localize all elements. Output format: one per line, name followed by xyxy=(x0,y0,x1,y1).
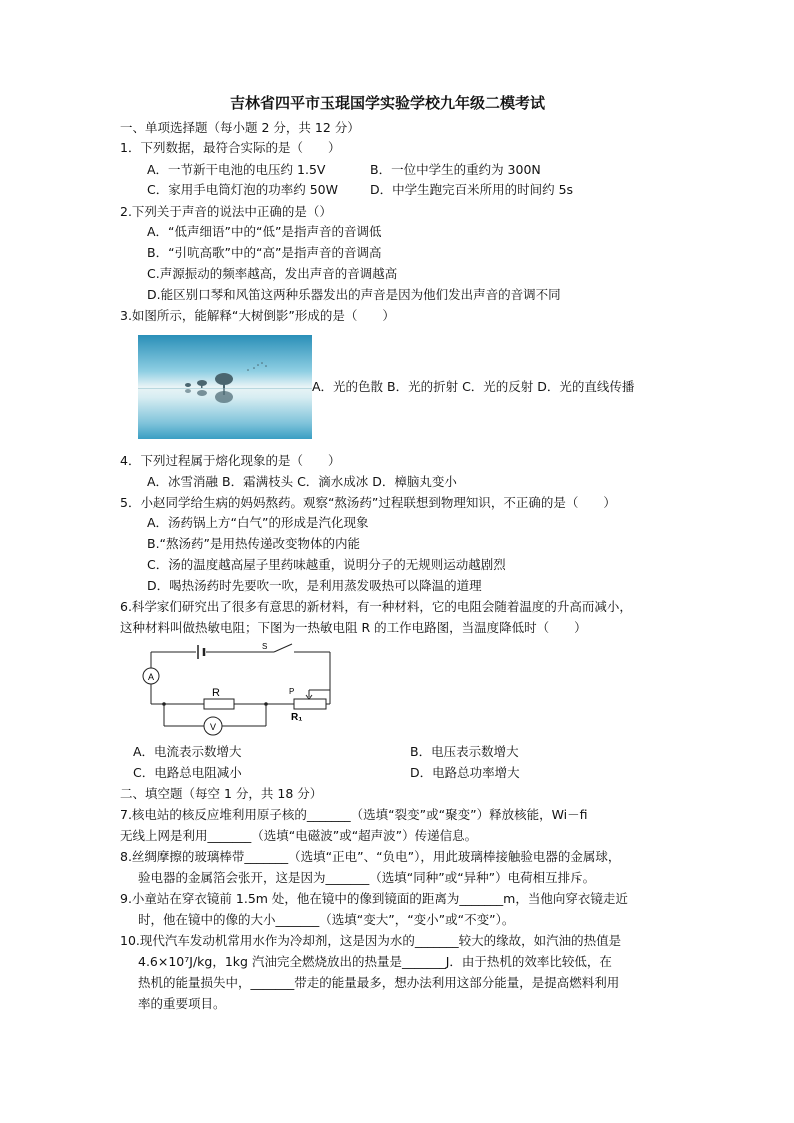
ammeter-label: A xyxy=(147,672,155,682)
q8-line2: 验电器的金属箔会张开，这是因为_______（选填“同种”或“异种”）电荷相互排斥。 xyxy=(138,870,596,885)
q9-line1: 9.小童站在穿衣镜前 1.5m 处，他在镜中的像到镜面的距离为_______m，当他向穿衣镜走近 xyxy=(120,891,628,906)
q6-option-b: B．电压表示数增大 xyxy=(410,744,519,759)
q2-option-a: A．“低声细语”中的“低”是指声音的音调低 xyxy=(147,224,382,239)
q9-line2: 时，他在镜中的像的大小_______（选填“变大”，“变小”或“不变”）。 xyxy=(138,912,515,927)
q6-option-a: A．电流表示数增大 xyxy=(133,744,242,759)
q6-stem-line1: 6.科学家们研究出了很多有意思的新材料，有一种材料，它的电阻会随着温度的升高而减小， xyxy=(120,599,632,614)
q2-option-d: D.能区别口琴和风笛这两种乐器发出的声音是因为他们发出声音的音调不同 xyxy=(147,287,561,302)
section1-heading: 一、单项选择题（每小题 2 分，共 12 分） xyxy=(120,120,360,135)
q10-line2: 4.6×10⁷J/kg，1kg 汽油完全燃烧放出的热量是_______J．由于热机的效率比较低，在 xyxy=(138,954,612,969)
resistor-label: R xyxy=(212,687,220,699)
q4-options: A．冰雪消融 B．霜满枝头 C．滴水成冰 D．樟脑丸变小 xyxy=(147,474,457,489)
q6-stem-line2: 这种材料叫做热敏电阻；下图为一热敏电阻 R 的工作电路图，当温度降低时（ ） xyxy=(120,620,587,635)
q3-options: A．光的色散 B．光的折射 C．光的反射 D．光的直线传播 xyxy=(312,379,635,394)
q7-line2: 无线上网是利用_______（选填“电磁波”或“超声波”）传递信息。 xyxy=(120,828,478,843)
q6-option-c: C．电路总电阻减小 xyxy=(133,765,242,780)
junction-dot-right xyxy=(264,702,268,706)
voltmeter-label: V xyxy=(209,722,217,732)
q5-option-d: D．喝热汤药时先要吹一吹，是利用蒸发吸热可以降温的道理 xyxy=(147,578,482,593)
q1-stem: 1．下列数据，最符合实际的是（ ） xyxy=(120,140,341,155)
q7-line1: 7.核电站的核反应堆利用原子核的_______（选填“裂变”或“聚变”）释放核能，Wi－fi xyxy=(120,807,588,822)
q2-option-c: C.声源振动的频率越高，发出声音的音调越高 xyxy=(147,266,398,281)
q4-stem: 4．下列过程属于熔化现象的是（ ） xyxy=(120,453,341,468)
q1-option-d: D．中学生跑完百米所用的时间约 5s xyxy=(370,182,574,197)
q1-option-b: B．一位中学生的重约为 300N xyxy=(370,162,541,177)
slider-label: P xyxy=(289,687,295,696)
q8-line1: 8.丝绸摩擦的玻璃棒带_______（选填“正电”、“负电”），用此玻璃棒接触验电器的金属球， xyxy=(120,849,621,864)
q1-option-c: C．家用手电筒灯泡的功率约 50W xyxy=(147,182,338,197)
q3-stem: 3.如图所示，能解释“大树倒影”形成的是（ ） xyxy=(120,308,395,323)
q1-option-a: A．一节新干电池的电压约 1.5V xyxy=(147,162,326,177)
tree-reflection-photo xyxy=(138,335,312,439)
q10-line3: 热机的能量损失中，_______带走的能量最多，想办法利用这部分能量，是提高燃料利用 xyxy=(138,975,620,990)
q6-option-d: D．电路总功率增大 xyxy=(410,765,520,780)
q5-option-a: A．汤药锅上方“白气”的形成是汽化现象 xyxy=(147,515,369,530)
section2-heading: 二、填空题（每空 1 分，共 18 分） xyxy=(120,786,323,801)
q5-stem: 5．小赵同学给生病的妈妈熬药。观察“熬汤药”过程联想到物理知识，不正确的是（ ） xyxy=(120,495,616,510)
q10-line4: 率的重要项目。 xyxy=(138,996,226,1011)
switch-label: S xyxy=(262,642,268,651)
q5-option-b: B.“熬汤药”是用热传递改变物体的内能 xyxy=(147,536,361,551)
q2-stem: 2.下列关于声音的说法中正确的是（） xyxy=(120,204,332,219)
circuit-diagram xyxy=(134,640,334,740)
q10-line1: 10.现代汽车发动机常用水作为冷却剂，这是因为水的_______较大的缘故，如汽油的热值是 xyxy=(120,933,622,948)
tree-silhouette-icon xyxy=(138,335,312,439)
q5-option-c: C．汤的温度越高屋子里药味越重，说明分子的无规则运动越剧烈 xyxy=(147,557,506,572)
q2-option-b: B．“引吭高歌”中的“高”是指声音的音调高 xyxy=(147,245,382,260)
page-title: 吉林省四平市玉琨国学实验学校九年级二模考试 xyxy=(230,94,546,112)
junction-dot-left xyxy=(162,702,166,706)
rheostat-label: R₁ xyxy=(291,712,303,723)
